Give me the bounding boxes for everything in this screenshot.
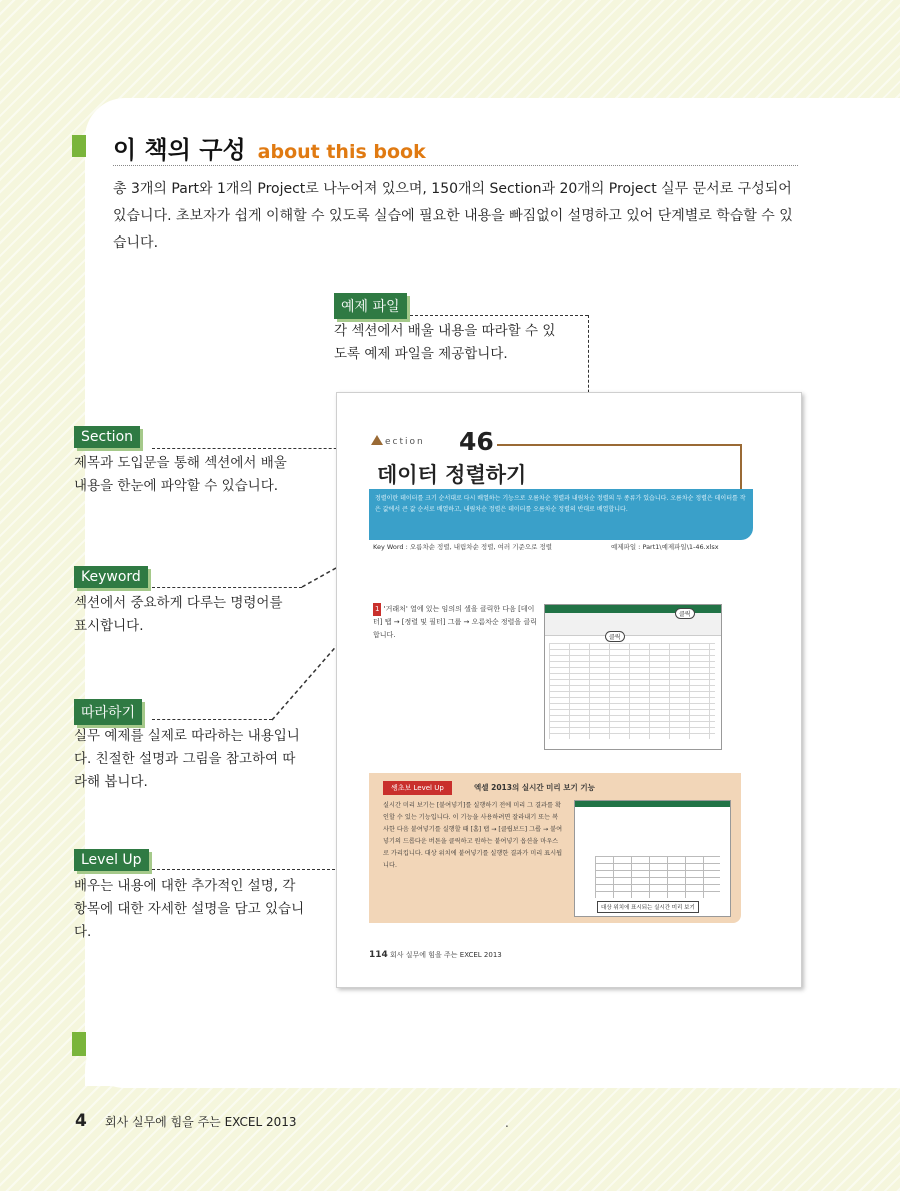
section-number: 46 [459, 427, 494, 456]
levelup-tag: Level Up [74, 849, 149, 871]
levelup-text: 실시간 미리 보기는 [붙여넣기]를 실행하기 전에 미리 그 결과를 확인할 수 있는 기능입니다. 이 기능을 사용하려면 잘라내기 또는 복사한 다음 붙여넣기를 실행할 때 [홈] 탭 → [클립보드] 그룹 → 붙여넣기의 드롭다운 버튼을 클릭하고 원하는 붙여넣기 옵션을 마우스로 가리킵니다. 대상 위치에 붙여넣기를 실행한 결과가 미리 표시됩니다. [383, 802, 563, 869]
intro-paragraph: 총 3개의 Part와 1개의 Project로 나누어져 있으며, 150개의 Section과 20개의 Project 실무 문서로 구성되어 있습니다. 초보자가 쉽게 이해할 수 있도록 실습에 필요한 내용을 빠짐없이 설명하고 있어 단계별로 학습할 수 있습니다. [113, 181, 793, 251]
ribbon-bar [575, 801, 730, 807]
keyword-desc: 섹션에서 중요하게 다루는 명령어를 표시합니다. [74, 595, 283, 634]
green-corner-mark-bottom [72, 1032, 86, 1056]
click-marker-1: 클릭 [675, 608, 695, 619]
ribbon-bar [545, 605, 721, 613]
page-footer [75, 1111, 297, 1131]
worksheet-grid [595, 856, 720, 898]
green-corner-mark [72, 135, 86, 157]
section-rule [497, 444, 742, 446]
follow-tag: 따라하기 [74, 699, 142, 725]
click-marker-2: 클릭 [605, 631, 625, 642]
title-divider [113, 165, 798, 166]
example-file-connector [410, 315, 588, 316]
section-title: 데이터 정렬하기 [377, 463, 527, 487]
title-english: about this book [257, 141, 426, 163]
follow-desc: 실무 예제를 실제로 따라하는 내용입니다. 친절한 설명과 그림을 참고하여 따라해 봅니다. [74, 728, 300, 790]
step-body: '거래처' 열에 있는 임의의 셀을 클릭한 다음 [데이터] 탭 → [정렬 및 필터] 그룹 → 오름차순 정렬을 클릭합니다. [373, 605, 537, 639]
section-tag: Section [74, 426, 140, 448]
sample-page-number: 114 [369, 950, 388, 960]
section-desc: 제목과 도입문을 통해 섹션에서 배울 내용을 한눈에 파악할 수 있습니다. [74, 455, 287, 494]
bottom-panel [85, 1030, 900, 1086]
title-korean: 이 책의 구성 [113, 136, 246, 164]
screenshot-caption: 대상 위치에 표시되는 실시간 미리 보기 [597, 901, 699, 913]
example-file-desc: 각 섹션에서 배울 내용을 따라할 수 있도록 예제 파일을 제공합니다. [334, 323, 556, 362]
keyword-tag: Keyword [74, 566, 148, 588]
keyword-connector [152, 587, 302, 588]
book-title: 회사 실무에 힘을 주는 EXCEL 2013 [104, 1115, 297, 1129]
example-file-line: 예제파일 : Part1\예제파일\1-46.xlsx [611, 543, 719, 551]
section-rule-vertical [740, 444, 742, 494]
footer-dot: . [505, 1116, 509, 1130]
page-number: 4 [75, 1111, 87, 1131]
section-intro-box: 정렬이란 데이터를 크기 순서대로 다시 배열하는 기능으로 오름차순 정렬과 내림차순 정렬의 두 종류가 있습니다. 오름차순 정렬은 데이터를 작은 값에서 큰 값 순서로 배열하고, 내림차순 정렬은 데이터를 오름차순 정렬의 반대로 배열합니다. [369, 489, 753, 540]
step-text [373, 603, 538, 642]
step-number: 1 [373, 603, 381, 616]
section-word: ection [385, 437, 425, 447]
section-marker-icon [369, 433, 385, 447]
example-file-tag: 예제 파일 [334, 293, 407, 319]
section-connector [152, 448, 367, 449]
worksheet-grid [549, 643, 715, 739]
levelup-label: 쌩초보 Level Up [383, 781, 452, 795]
sample-footer [369, 950, 502, 960]
levelup-box [369, 773, 741, 923]
page-title [113, 130, 426, 165]
levelup-desc: 배우는 내용에 대한 추가적인 설명, 각 항목에 대한 자세한 설명을 담고 있습니다. [74, 878, 305, 940]
levelup-title: 엑셀 2013의 실시간 미리 보기 기능 [474, 783, 595, 792]
levelup-screenshot [574, 800, 731, 917]
sample-page [336, 392, 802, 988]
follow-connector [152, 719, 272, 720]
keyword-line: Key Word : 오름차순 정렬, 내림차순 정렬, 여러 기준으로 정렬 [373, 543, 552, 551]
ribbon-commands [545, 613, 721, 636]
excel-screenshot [544, 604, 722, 750]
sample-book-title: 회사 실무에 힘을 주는 EXCEL 2013 [390, 951, 502, 959]
